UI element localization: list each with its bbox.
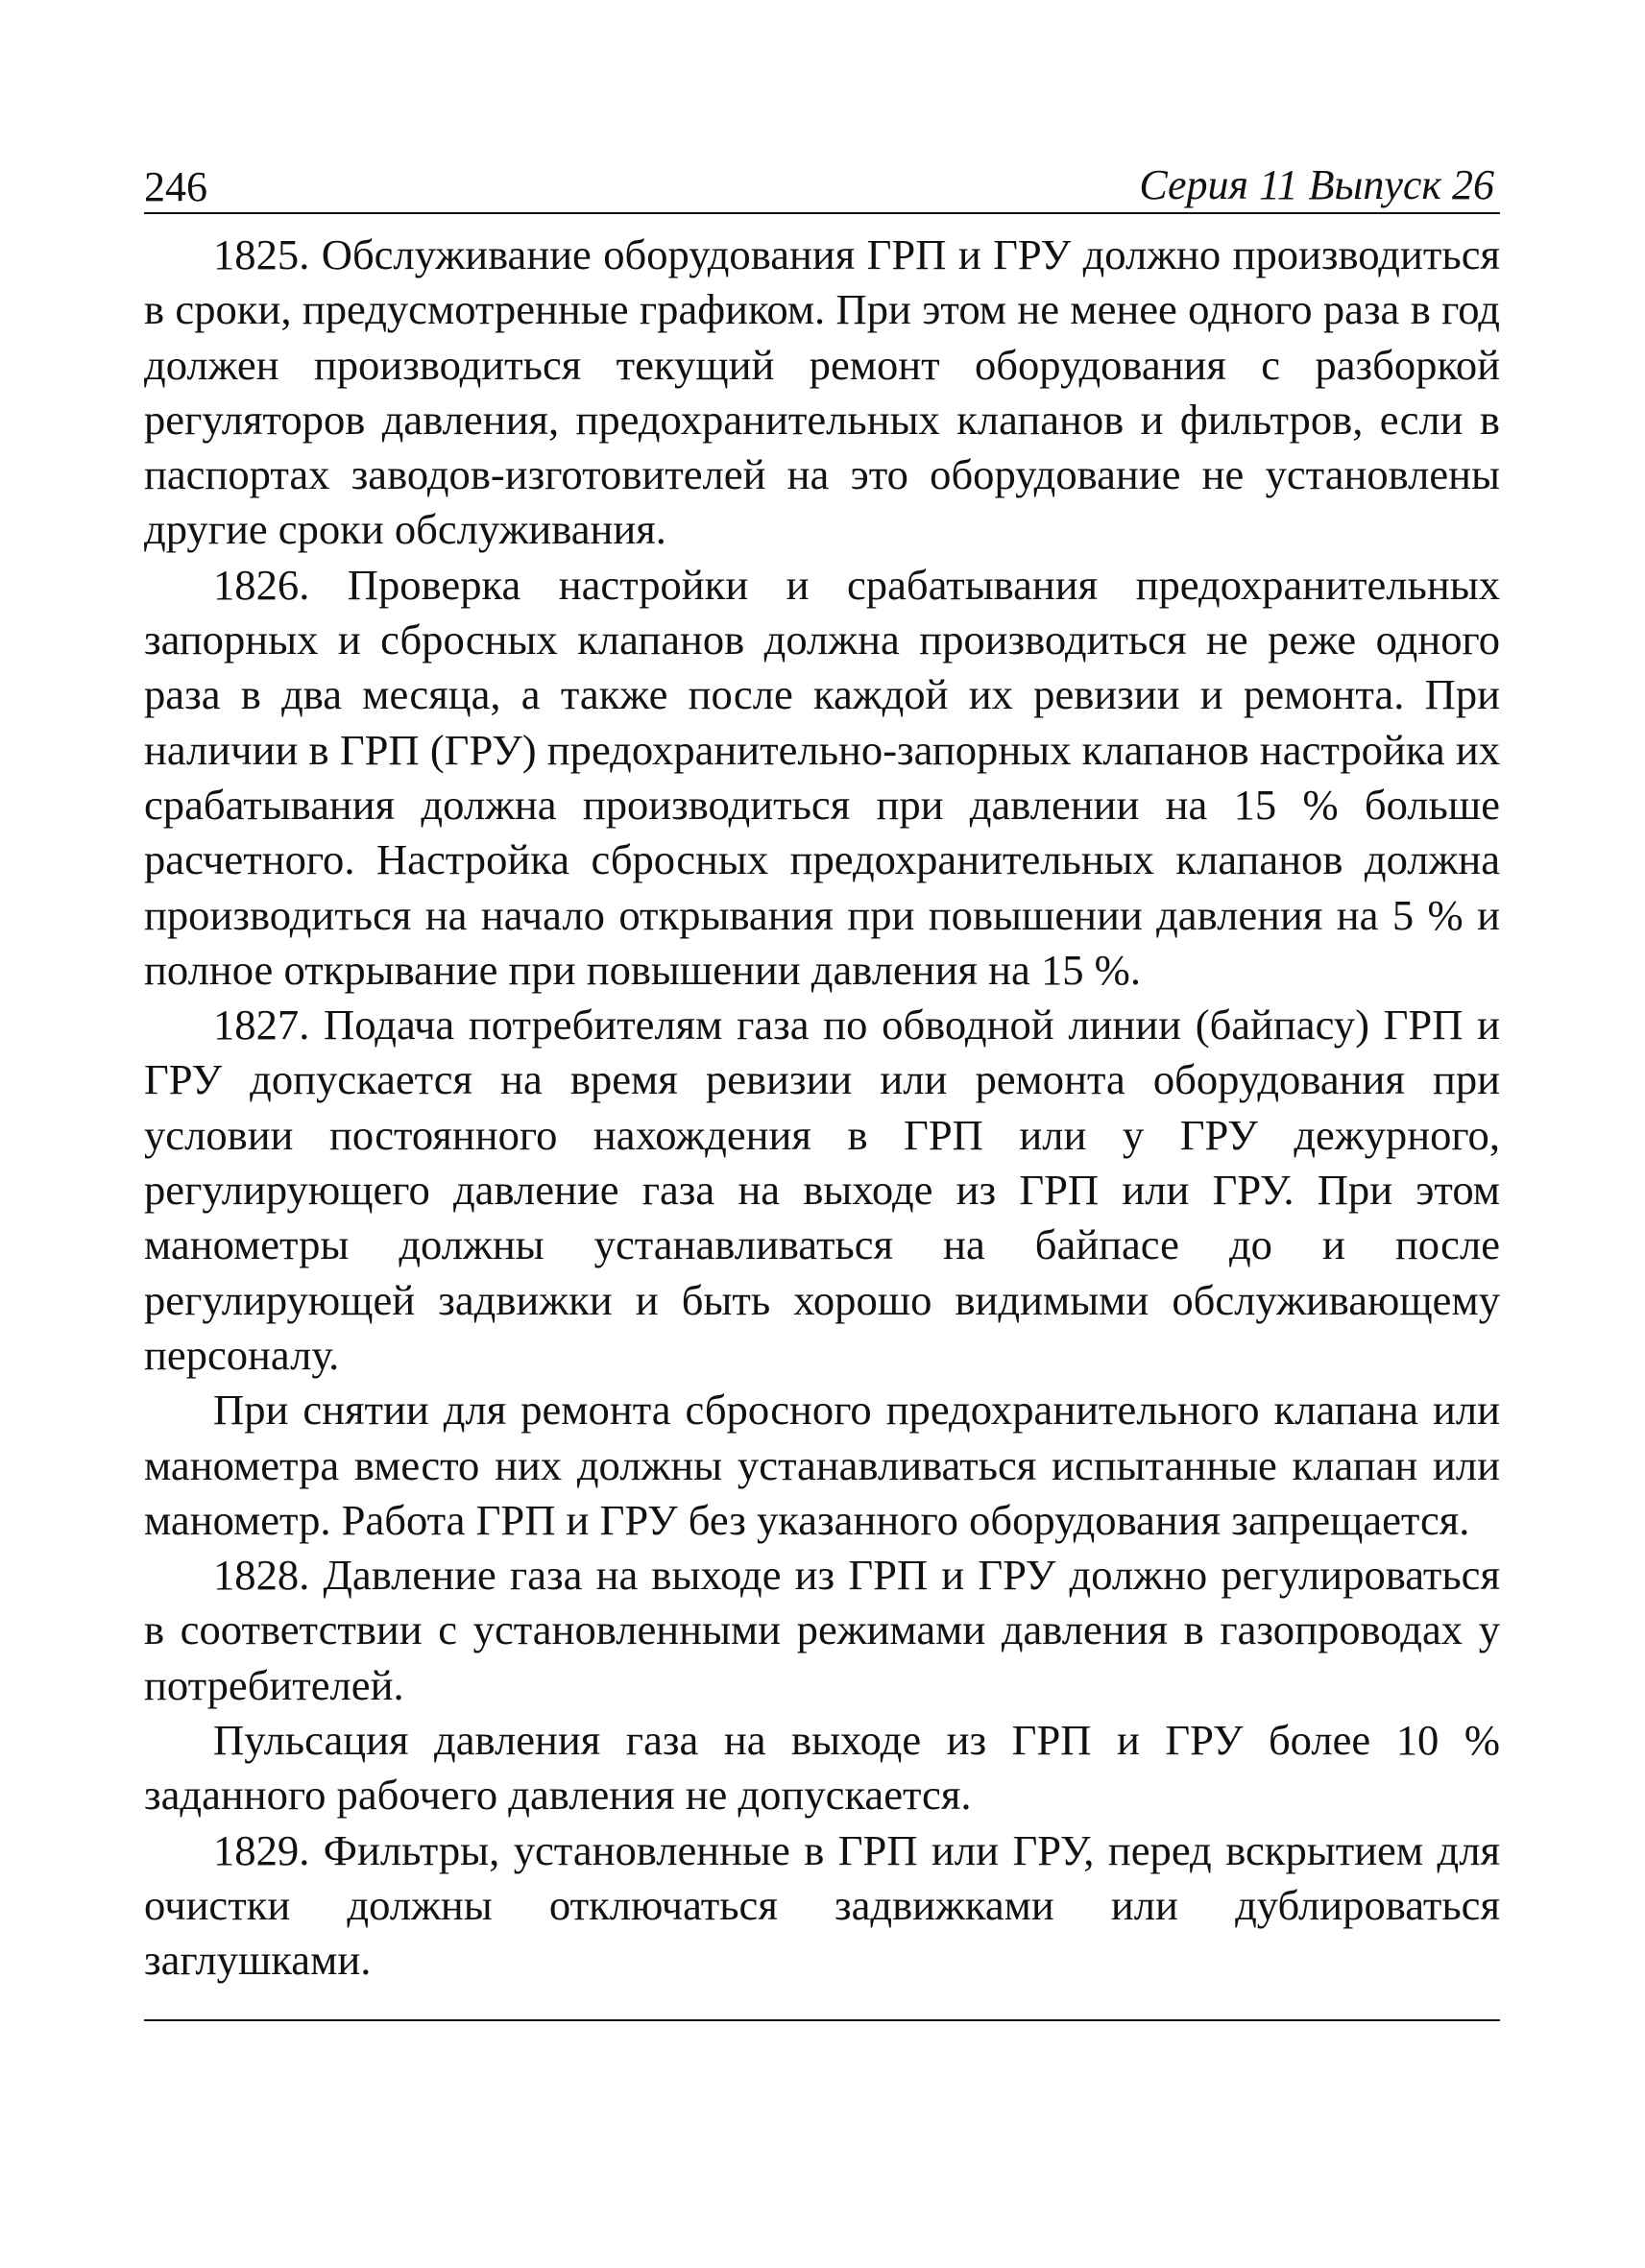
paragraph-1829: 1829. Фильтры, установленные в ГРП или ГРУ, перед вскрытием для очистки должны отключаться задвижками или дублироваться заглушками. — [144, 1825, 1500, 1985]
footer-rule — [144, 2019, 1500, 2021]
paragraph-1827-continued: При снятии для ремонта сбросного предохранительного клапана или манометра вместо них должны устанавливаться испытанные клапан или манометр. Работа ГРП и ГРУ без указанного оборудования запрещается. — [144, 1386, 1500, 1544]
paragraph-1827: 1827. Подача потребителям газа по обводной линии (байпасу) ГРП и ГРУ допускается на время ревизии или ремонта оборудования при условии постоянного нахождения в ГРП или у ГРУ дежурного, регулирующего давление газа на выходе из ГРП или ГРУ. При этом манометры должны устанавливаться на байпасе до и после регулирующей задвижки и быть хорошо видимыми обслуживающему персоналу. — [144, 1001, 1500, 1379]
paragraph-1826: 1826. Проверка настройки и срабатывания предохранительных запорных и сбросных клапанов должна производиться не реже одного раза в два месяца, а также после каждой их ревизии и ремонта. При наличии в ГРП (ГРУ) предохранительно-запорных клапанов настройка их срабатывания должна производиться при давлении на 15 % больше расчетного. Настройка сбросных предохранительных клапанов должна производиться на начало открывания при повышении давления на 5 % и полное открывание при повышении давления на 15 %. — [144, 560, 1500, 994]
page-number: 246 — [144, 163, 207, 210]
book-page — [144, 149, 1500, 2021]
running-header — [144, 149, 1500, 214]
paragraph-1825: 1825. Обслуживание оборудования ГРП и ГРУ должно производиться в сроки, предусмотренные графиком. При этом не менее одного раза в год должен производиться текущий ремонт оборудования с разборкой регуляторов давления, предохранительных клапанов и фильтров, если в паспортах заводов-изготовителей на это оборудование не установлены другие сроки обслуживания. — [144, 230, 1500, 554]
series-title: Серия 11 Выпуск 26 — [1139, 161, 1494, 208]
paragraph-1828: 1828. Давление газа на выходе из ГРП и ГРУ должно регулироваться в соответствии с установленными режимами давления в газопроводах у потребителей. — [144, 1551, 1500, 1709]
paragraph-1828-continued: Пульсация давления газа на выходе из ГРП и ГРУ более 10 % заданного рабочего давления не допускается. — [144, 1716, 1500, 1820]
body-text — [144, 228, 1500, 1989]
